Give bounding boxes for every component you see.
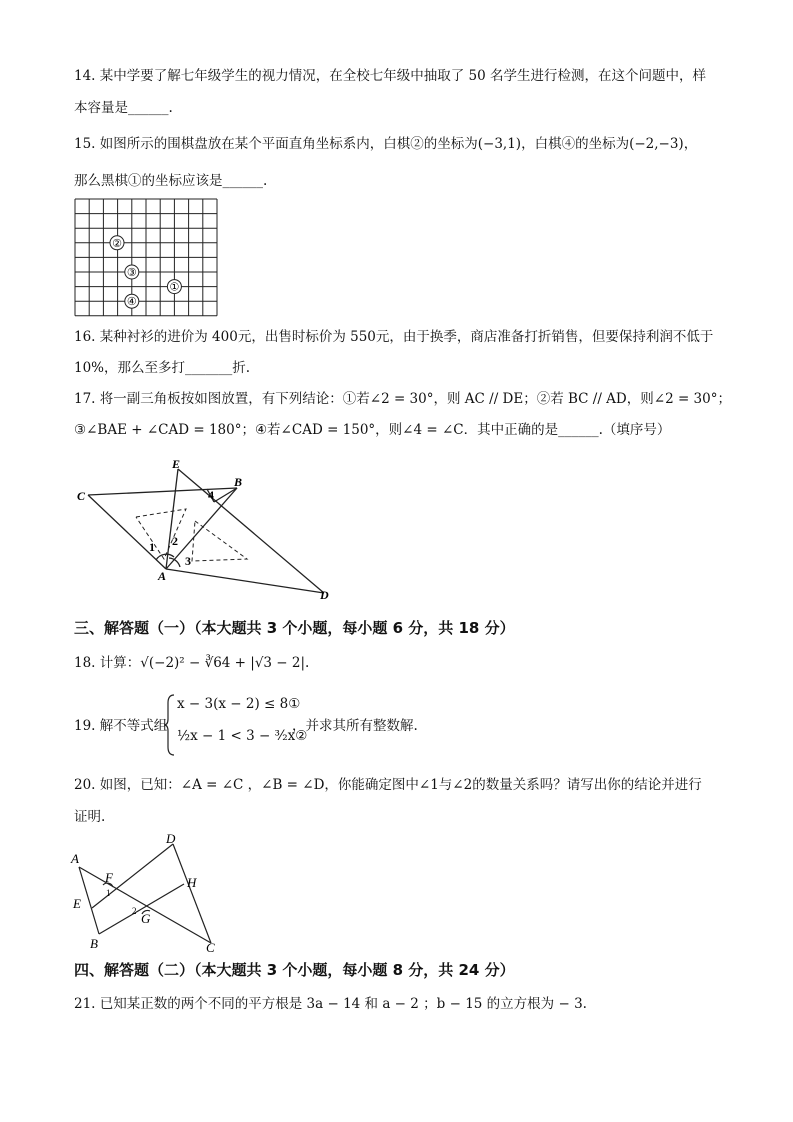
- q18-line: 18. 计算：√(−2)² − ∛64 + |√3 − 2|.: [74, 655, 310, 671]
- set-square-figure: [74, 455, 344, 605]
- stone-2: [110, 236, 124, 250]
- q19-inequality-2: ½x − 1 < 3 − ³⁄₂x②: [177, 728, 308, 744]
- parallel-lines-figure: [66, 830, 226, 955]
- q15-line2: 那么黑棋①的坐标应该是______.: [74, 173, 268, 189]
- svg-text:③: ③: [126, 267, 137, 279]
- q15-line1: 15. 如图所示的围棋盘放在某个平面直角坐标系内，白棋②的坐标为(−3,1)，白棋④的坐标为(−2,−3)，: [74, 136, 698, 152]
- label-C: C: [77, 489, 86, 503]
- angle-4: 4: [208, 488, 214, 502]
- label-F: F: [105, 870, 113, 885]
- stone-4: [125, 294, 139, 308]
- angle-2: 2: [132, 906, 137, 916]
- label-D: D: [166, 831, 176, 846]
- svg-text:②: ②: [112, 238, 122, 250]
- label-A: A: [71, 851, 79, 866]
- label-G: G: [141, 911, 151, 926]
- q14-line2: 本容量是______.: [74, 100, 173, 116]
- q16-line1: 16. 某种衬衫的进价为 400元，出售时标价为 550元，由于换季，商店准备打折销售，但要保持利润不低于: [74, 329, 714, 345]
- stone-1: [167, 280, 181, 294]
- stone-3: [125, 265, 139, 279]
- q14-line1: 14. 某中学要了解七年级学生的视力情况，在全校七年级中抽取了 50 名学生进行检测，在这个问题中，样: [74, 68, 707, 84]
- section-3-heading: 三、解答题（一）（本大题共 3 个小题，每小题 6 分，共 18 分）: [74, 619, 515, 637]
- q20-line2: 证明.: [74, 809, 106, 825]
- q16-line2: 10%，那么至多打_______折.: [74, 360, 251, 376]
- angle-3: 3: [185, 554, 191, 568]
- q17-line2: ③∠BAE + ∠CAD = 180°；④若∠CAD = 150°，则∠4 = ∠C．其中正确的是______.（填序号）: [74, 422, 671, 438]
- q19-suffix: ，并求其所有整数解.: [292, 718, 418, 734]
- go-board-grid: [75, 199, 217, 316]
- q17-line1: 17. 将一副三角板按如图放置，有下列结论：①若∠2 = 30°，则 AC // DE；②若 BC // AD，则∠2 = 30°；: [74, 391, 731, 407]
- label-E: E: [172, 457, 181, 471]
- label-H: H: [187, 875, 197, 890]
- label-B: B: [90, 936, 98, 951]
- q19-brace: [163, 693, 177, 757]
- q19-prefix: 19. 解不等式组: [74, 718, 168, 734]
- label-C: C: [206, 940, 215, 955]
- go-board-figure: [74, 198, 219, 320]
- angle-2: 2: [172, 534, 178, 548]
- q19-inequality-1: x − 3(x − 2) ≤ 8①: [177, 696, 301, 712]
- q20-line1: 20. 如图，已知：∠A = ∠C ，∠B = ∠D，你能确定图中∠1与∠2的数量关系吗？请写出你的结论并进行: [74, 777, 702, 793]
- svg-text:①: ①: [169, 281, 180, 294]
- label-E: E: [73, 896, 81, 911]
- angle-1: 1: [106, 888, 111, 898]
- angle-1: 1: [149, 540, 155, 554]
- label-D: D: [320, 588, 329, 602]
- svg-text:④: ④: [126, 296, 137, 309]
- section-4-heading: 四、解答题（二）（本大题共 3 个小题，每小题 8 分，共 24 分）: [74, 961, 515, 979]
- label-A: A: [158, 569, 167, 583]
- q21-line: 21. 已知某正数的两个不同的平方根是 3a − 14 和 a − 2 ；b − 15 的立方根为 − 3.: [74, 996, 587, 1012]
- label-B: B: [234, 475, 243, 489]
